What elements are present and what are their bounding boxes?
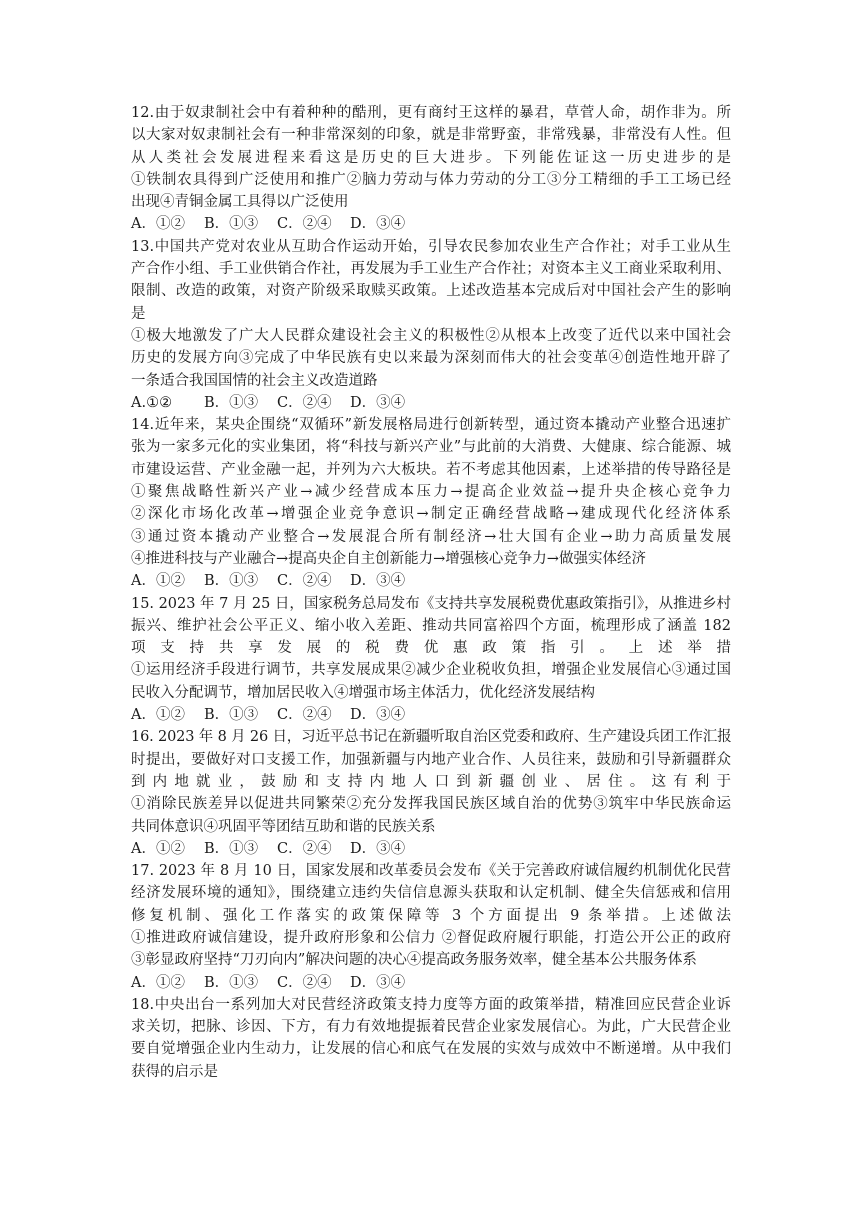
question-text-line: 18.中央出台一系列加大对民营经济政策支持力度等方面的政策举措，精准回应民营企业诉 [131, 996, 731, 1013]
answer-option: A．①② [131, 216, 185, 233]
question-text-line: 从人类社会发展进程来看这是历史的巨大进步。下列能佐证这一历史进步的是 [131, 149, 731, 166]
question-text-line: 求关切，把脉、诊因、下方，有力有效地提振着民营企业家发展信心。为此，广大民营企业 [131, 1019, 731, 1036]
question-text-line: 以大家对奴隶制社会有一种非常深刻的印象，就是非常野蛮，非常残暴，非常没有人性。但 [131, 127, 731, 144]
answer-option: B．①③ [204, 840, 259, 857]
question-text-line: 限制、改造的政策，对资产阶级采取赎买政策。上述改造基本完成后对中国社会产生的影响 [131, 283, 731, 300]
answer-option: C．②④ [277, 216, 332, 233]
answer-option: D．③④ [350, 394, 406, 411]
answer-option: D．③④ [350, 216, 406, 233]
answer-option: B．①③ [204, 707, 259, 724]
answer-option: B．①③ [204, 394, 259, 411]
question-text-line: 市建设运营、产业金融一起，并列为六大板块。若不考虑其他因素，上述举措的传导路径是 [131, 461, 731, 478]
answer-options [131, 213, 731, 235]
answer-option: C．②④ [277, 573, 332, 590]
answer-option: B．①③ [204, 573, 259, 590]
question-text-line: 15. 2023 年 7 月 25 日，国家税务总局发布《支持共享发展税费优惠政策指引》，从推进乡村 [131, 595, 732, 612]
question-text-line: 17. 2023 年 8 月 10 日，国家发展和改革委员会发布《关于完善政府诚信履约机制优化民营 [131, 863, 731, 880]
answer-option: D．③④ [350, 573, 406, 590]
answer-option: C．②④ [277, 840, 332, 857]
question-text-line: ③彰显政府坚持“刀刃向内”解决问题的决心④提高政务服务效率，健全基本公共服务体系 [131, 952, 697, 969]
answer-options [131, 972, 731, 994]
question-text-line: 一条适合我国国情的社会主义改造道路 [131, 372, 378, 389]
question-text-line: 振兴、维护社会公平正义、缩小收入差距、推动共同富裕四个方面，梳理形成了涵盖 182 [131, 617, 731, 634]
question-text-line: 历史的发展方向③完成了中华民族有史以来最为深刻而伟大的社会变革④创造性地开辟了 [131, 350, 731, 367]
question-text-line: ①聚焦战略性新兴产业→减少经营成本压力→提高企业效益→提升央企核心竞争力 [131, 484, 731, 501]
question-text-line: ④推进科技与产业融合→提高央企自主创新能力→增强核心竞争力→做强实体经济 [131, 550, 646, 567]
answer-options [131, 838, 731, 860]
question-text-line: 出现④青铜金属工具得以广泛使用 [131, 194, 349, 211]
question-14 [131, 414, 731, 592]
question-17 [131, 860, 731, 994]
question-text-line: 获得的启示是 [131, 1063, 218, 1080]
question-text-line: 要自觉增强企业内生动力，让发展的信心和底气在发展的实效与成效中不断递增。从中我们 [131, 1041, 731, 1058]
question-text-line: ②深化市场化改革→增强企业竞争意识→制定正确经营战略→建成现代化经济体系 [131, 506, 731, 523]
question-text-line: ①铁制农具得到广泛使用和推广②脑力劳动与体力劳动的分工③分工精细的手工工场已经 [131, 171, 731, 188]
answer-option: D．③④ [350, 974, 406, 991]
question-13 [131, 236, 731, 414]
exam-page [131, 102, 731, 1083]
answer-option: A．①② [131, 707, 185, 724]
question-18 [131, 994, 731, 1083]
question-text-line: 共同体意识④巩固平等团结互助和谐的民族关系 [131, 818, 436, 835]
question-text-line: 是 [131, 305, 146, 322]
question-text-line: 产合作小组、手工业供销合作社，再发展为手工业生产合作社；对资本主义工商业采取利用、 [131, 261, 731, 278]
answer-options [131, 570, 731, 592]
answer-option: D．③④ [350, 707, 406, 724]
answer-option: A．①② [131, 974, 185, 991]
answer-option: C．②④ [277, 974, 332, 991]
answer-options [131, 704, 731, 726]
answer-option: B．①③ [204, 974, 259, 991]
question-text-line: 民收入分配调节，增加居民收入④增强市场主体活力，优化经济发展结构 [131, 684, 595, 701]
question-12 [131, 102, 731, 236]
question-text-line: ①极大地激发了广大人民群众建设社会主义的积极性②从根本上改变了近代以来中国社会 [131, 327, 731, 344]
question-text-line: ①消除民族差异以促进共同繁荣②充分发挥我国民族区域自治的优势③筑牢中华民族命运 [131, 796, 731, 813]
question-text-line: 14.近年来，某央企围绕“双循环”新发展格局进行创新转型，通过资本撬动产业整合迅速扩 [131, 417, 731, 434]
question-text-line: 13.中国共产党对农业从互助合作运动开始，引导农民参加农业生产合作社；对手工业从生 [131, 238, 731, 255]
question-text-line: 到内地就业，鼓励和支持内地人口到新疆创业、居住。这有利于 [131, 773, 731, 790]
question-text-line: ③通过资本撬动产业整合→发展混合所有制经济→壮大国有企业→助力高质量发展 [131, 528, 731, 545]
question-text-line: 16. 2023 年 8 月 26 日，习近平总书记在新疆听取自治区党委和政府、生产建设兵团工作汇报 [131, 729, 732, 746]
question-text-line: 12.由于奴隶制社会中有着种种的酷刑，更有商纣王这样的暴君，草菅人命，胡作非为。所 [131, 105, 731, 121]
answer-option: B．①③ [204, 216, 259, 233]
question-text-line: ①运用经济手段进行调节，共享发展成果②减少企业税收负担，增强企业发展信心③通过国 [131, 662, 731, 679]
question-text-line: 时提出，要做好对口支援工作，加强新疆与内地产业合作、人员往来，鼓励和引导新疆群众 [131, 751, 731, 768]
question-text-line: ①推进政府诚信建设，提升政府形象和公信力 ②督促政府履行职能，打造公开公正的政府 [131, 929, 731, 946]
answer-option: A．①② [131, 573, 185, 590]
answer-option: A.①② [131, 394, 173, 411]
question-text-line: 项支持共享发展的税费优惠政策指引。上述举措 [131, 640, 731, 657]
answer-option: A．①② [131, 840, 185, 857]
question-text-line: 修复机制、强化工作落实的政策保障等 3 个方面提出 9 条举措。上述做法 [131, 907, 731, 924]
question-text-line: 经济发展环境的通知》，围绕建立违约失信信息源头获取和认定机制、健全失信惩戒和信用 [131, 885, 731, 902]
answer-option: C．②④ [277, 394, 332, 411]
answer-option: C．②④ [277, 707, 332, 724]
answer-option: D．③④ [350, 840, 406, 857]
answer-options [131, 392, 731, 414]
question-text-line: 张为一家多元化的实业集团，将“科技与新兴产业”与此前的大消费、大健康、综合能源、城 [131, 439, 731, 456]
question-16 [131, 726, 731, 860]
question-15 [131, 593, 731, 727]
